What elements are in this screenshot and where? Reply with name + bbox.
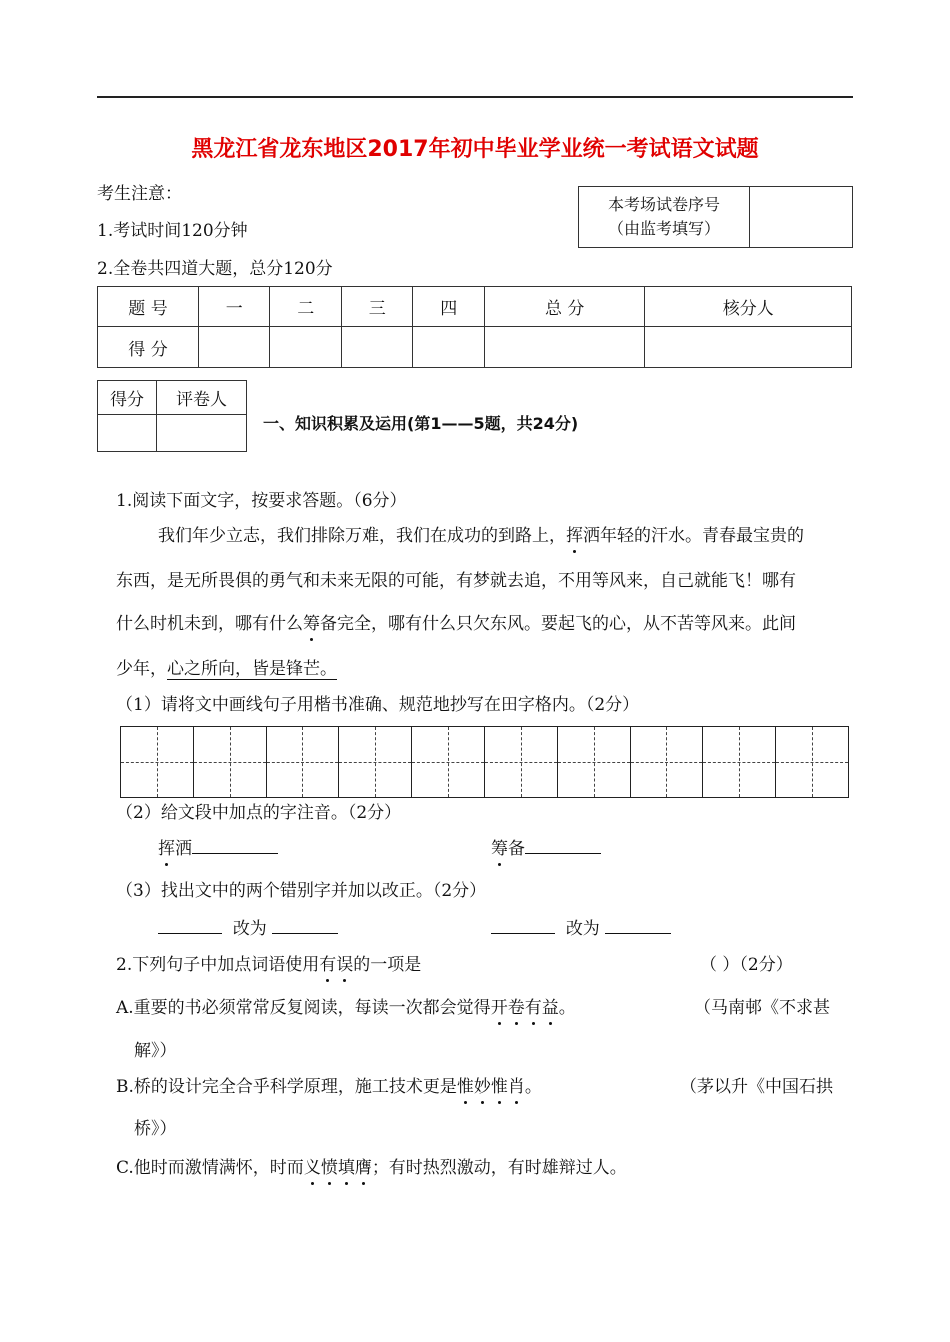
underlined-sentence: 心之所向，皆是锋芒。: [167, 659, 337, 679]
notice-item-1: 1.考试时间120分钟: [97, 221, 248, 241]
section-1-heading: 一、知识积累及运用(第1——5题，共24分): [263, 414, 579, 433]
q2-answer-paren[interactable]: （ ）（2分）: [700, 955, 793, 975]
option-b-source-1: （茅以升《中国石拱: [680, 1077, 833, 1097]
option-b[interactable]: B.桥的设计完全合乎科学原理，施工技术更是惟妙惟肖。: [116, 1077, 542, 1097]
correction-row-1: 改为: [158, 914, 338, 939]
dotted-char: 筹: [303, 614, 320, 634]
dotted-char: 筹: [491, 839, 508, 859]
answer-blank[interactable]: [605, 933, 671, 934]
score-cell[interactable]: [484, 327, 644, 368]
grid-cell[interactable]: [558, 727, 631, 797]
score-header: 总 分: [484, 287, 644, 327]
dotted-char: 惟: [456, 1077, 474, 1097]
grid-cell[interactable]: [267, 727, 340, 797]
dotted-char: 误: [336, 955, 354, 975]
correction-row-2: 改为: [491, 914, 671, 939]
passage-line-2: 东西，是无所畏俱的勇气和未来无限的可能，有梦就去追，不用等风来，自己就能飞！哪有: [116, 571, 796, 591]
score-header: 核分人: [645, 287, 852, 327]
dotted-char: 有: [319, 955, 337, 975]
notice-heading: 考生注意：: [97, 184, 182, 204]
answer-blank[interactable]: [192, 853, 278, 854]
score-cell[interactable]: [413, 327, 484, 368]
page-title: 黑龙江省龙东地区2017年初中毕业学业统一考试语文试题: [191, 137, 759, 162]
grid-cell[interactable]: [121, 727, 194, 797]
score-header: 一: [199, 287, 270, 327]
q1-stem: 1.阅读下面文字，按要求答题。（6分）: [116, 491, 407, 511]
grader-box: [97, 380, 247, 452]
score-table: [97, 286, 852, 368]
dotted-char: 惟: [490, 1077, 508, 1097]
dotted-char: 有: [524, 998, 542, 1018]
answer-blank[interactable]: [158, 933, 222, 934]
dotted-char: 肖: [507, 1077, 525, 1097]
serial-input[interactable]: [750, 187, 853, 248]
dotted-char: 益: [541, 998, 559, 1018]
passage-line-1: 我们年少立志，我们排除万难，我们在成功的到路上，挥洒年轻的汗水。青春最宝贵的: [158, 526, 804, 546]
dotted-char: 愤: [320, 1158, 338, 1178]
pinyin-item-2: 筹备: [491, 834, 601, 859]
grader-label: 评卷人: [157, 381, 247, 415]
option-a-source-2: 解》）: [134, 1041, 177, 1061]
score-cell[interactable]: [270, 327, 341, 368]
score-header: 三: [341, 287, 412, 327]
q1-sub2: （2）给文段中加点的字注音。（2分）: [116, 803, 402, 823]
dotted-char: 挥: [566, 526, 583, 546]
grid-cell[interactable]: [194, 727, 267, 797]
grid-cell[interactable]: [412, 727, 485, 797]
serial-label: 本考场试卷序号 （由监考填写）: [579, 187, 750, 248]
q2-stem: 2.下列句子中加点词语使用有误的一项是: [116, 955, 422, 975]
dotted-char: 卷: [507, 998, 525, 1018]
dotted-char: 妙: [473, 1077, 491, 1097]
answer-blank[interactable]: [525, 853, 601, 854]
dotted-char: 开: [490, 998, 508, 1018]
option-a[interactable]: A.重要的书必须常常反复阅读，每读一次都会觉得开卷有益。: [116, 998, 576, 1018]
grader-name-cell[interactable]: [157, 415, 247, 452]
top-rule: [97, 96, 853, 98]
score-row-label: 得 分: [98, 327, 199, 368]
tianzige-grid[interactable]: [120, 726, 849, 798]
dotted-char: 义: [303, 1158, 321, 1178]
q1-sub3: （3）找出文中的两个错别字并加以改正。（2分）: [116, 881, 487, 901]
dotted-char: 填: [337, 1158, 355, 1178]
serial-box: [578, 186, 853, 248]
dotted-char: 挥: [158, 839, 175, 859]
q1-sub1: （1）请将文中画线句子用楷书准确、规范地抄写在田字格内。（2分）: [116, 695, 640, 715]
score-header: 四: [413, 287, 484, 327]
score-header: 二: [270, 287, 341, 327]
passage-line-4: 少年，心之所向，皆是锋芒。: [116, 659, 337, 679]
score-cell[interactable]: [199, 327, 270, 368]
pinyin-item-1: 挥洒: [158, 834, 278, 859]
score-cell[interactable]: [341, 327, 412, 368]
notice-item-2: 2.全卷共四道大题，总分120分: [97, 259, 333, 279]
grader-score-label: 得分: [98, 381, 157, 415]
answer-blank[interactable]: [491, 933, 555, 934]
score-cell[interactable]: [645, 327, 852, 368]
grid-cell[interactable]: [485, 727, 558, 797]
option-c[interactable]: C.他时而激情满怀，时而义愤填膺；有时热烈激动，有时雄辩过人。: [116, 1158, 627, 1178]
dotted-char: 膺: [354, 1158, 372, 1178]
passage-line-3: 什么时机未到，哪有什么筹备完全，哪有什么只欠东风。要起飞的心，从不苦等风来。此间: [116, 614, 796, 634]
grid-cell[interactable]: [776, 727, 848, 797]
grid-cell[interactable]: [631, 727, 704, 797]
score-header: 题 号: [98, 287, 199, 327]
grid-cell[interactable]: [703, 727, 776, 797]
option-b-source-2: 桥》）: [134, 1119, 177, 1139]
grader-score-cell[interactable]: [98, 415, 157, 452]
grid-cell[interactable]: [339, 727, 412, 797]
answer-blank[interactable]: [272, 933, 338, 934]
option-a-source-1: （马南邨《不求甚: [694, 998, 830, 1018]
